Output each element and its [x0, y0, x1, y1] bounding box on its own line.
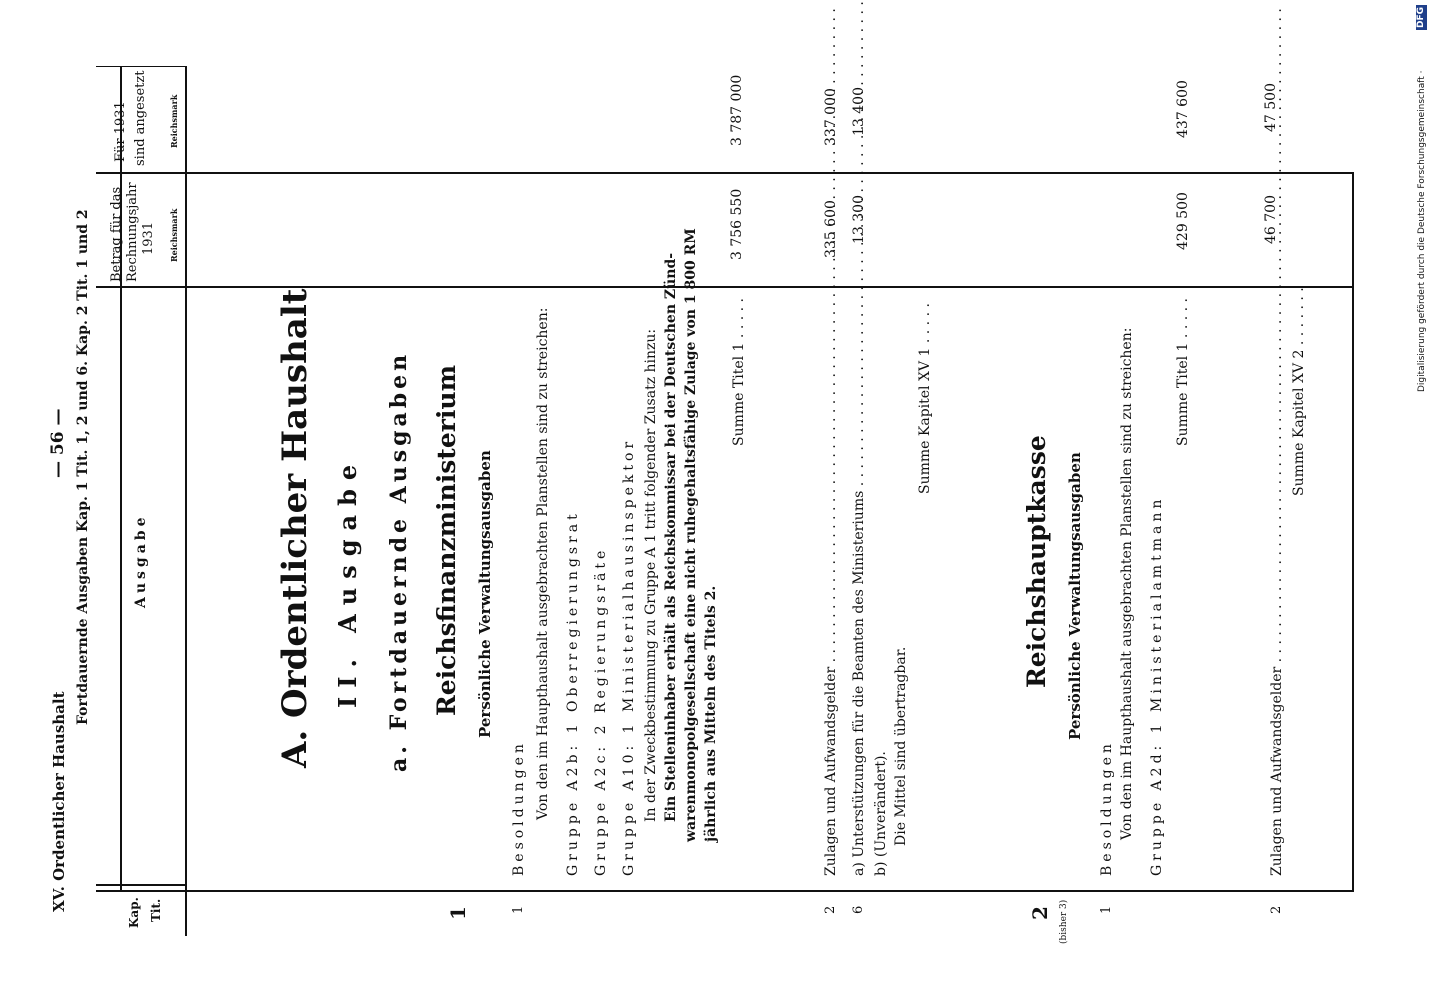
heading-fortdauernde-ausgaben: a. Fortdauernde Ausgaben [386, 350, 412, 772]
col-betrag-header-2: Rechnungsjahr [125, 182, 140, 282]
kap-1-zulagen-betrag: 335 600 [823, 200, 839, 258]
kap-1-summe-titel-1-fuer: 3 787 000 [729, 74, 745, 146]
kap-1-stellen-2: warenmonopolgesellschaft eine nicht ruhegehaltsfähige Zulage von 1 800 RM [683, 228, 699, 842]
kap-1-tit-1: 1 [511, 905, 526, 914]
kap-1-besoldungen: Besoldungen [511, 740, 527, 876]
table-kap-rule [185, 66, 187, 936]
table-betrag-rule [96, 172, 1352, 174]
kap-2-number: 2 [1028, 906, 1052, 920]
heading-reichshauptkasse: Reichshauptkasse [1022, 435, 1051, 688]
zulagen-label: Zulagen und Aufwandsgelder [823, 666, 839, 876]
kap-1-number: 1 [446, 906, 470, 920]
col-fuer-unit: Reichsmark [169, 94, 179, 148]
kap-2-summe-titel-1-fuer: 437 600 [1175, 80, 1191, 138]
col-betrag-header-1: Betrag für das [109, 186, 124, 282]
kap-1-zweckbestimmung: In der Zweckbestimmung zu Gruppe A 1 tritt folgender Zusatz hinzu: [643, 328, 659, 822]
col-tit-header: Tit. [149, 898, 163, 922]
kap-1-stellen-3: jährlich aus Mitteln des Titels 2. [703, 585, 719, 842]
kap-2-zulagen-betrag: 46 700 [1263, 195, 1279, 244]
kap-1-zulagen-fuer: 337 000 [823, 88, 839, 146]
header-line-2: Fortdauernde Ausgaben Kap. 1 Tit. 1, 2 und 6. Kap. 2 Tit. 1 und 2 [75, 209, 91, 725]
unterstuetzungen-label: a) Unterstützungen für die Beamten des Ministeriums [851, 490, 867, 876]
kap-2-besoldungen: Besoldungen [1099, 740, 1115, 876]
col-ausgabe-header: Ausgabe [133, 513, 149, 608]
kap-1-unterstuetzungen-fuer: 13 400 [851, 87, 867, 136]
col-fuer-header-1: Für 1931 [113, 101, 128, 162]
heading-ordentlicher-haushalt: A. Ordentlicher Haushalt [275, 288, 315, 768]
kap-2-tit-2: 2 [1269, 905, 1284, 914]
col-betrag-unit: Reichsmark [169, 208, 179, 262]
kap-2-von-den: Von den im Haupthaushalt ausgebrachten Planstellen sind zu streichen: [1119, 327, 1135, 840]
kap-1-stellen-1: Ein Stelleninhaber erhält als Reichskommissar bei der Deutschen Zünd- [663, 252, 679, 822]
heading-ausgabe: II. Ausgabe [333, 455, 362, 708]
kap-tit-divider [1352, 172, 1354, 892]
col-fuer-header-2: sind angesetzt [133, 70, 148, 166]
kap-1-summe-kapitel: Summe Kapitel XV 1 . . . . . [917, 303, 933, 494]
kap-2-zulagen [1270, 292, 1284, 876]
kap-2-tit-1: 1 [1099, 905, 1114, 914]
kap-2-zulagen-fuer: 47 500 [1263, 83, 1279, 132]
kap-1-summe-titel-1: Summe Titel 1 . . . . . [731, 298, 747, 446]
col-betrag-header-3: 1931 [141, 221, 156, 255]
kap-1-unterstuetzungen-b: b) (Unverändert). [873, 751, 889, 876]
heading-reichsfinanzministerium: Reichsfinanzministerium [432, 364, 461, 716]
header-line-1: XV. Ordentlicher Haushalt [50, 691, 68, 912]
summe-kapitel-2-label: Summe Kapitel XV 2 [1291, 349, 1307, 496]
table-kap-col-rule [96, 890, 1352, 892]
kap-1-gruppe-a2c: Gruppe A2c: 2 Regierungsräte [593, 546, 609, 876]
header-left-rule [96, 884, 186, 886]
kap-1-tit-6: 6 [851, 905, 866, 914]
kap-1-mittel: Die Mittel sind übertragbar. [893, 646, 909, 846]
kap-2-summe-titel-1-betrag: 429 500 [1175, 192, 1191, 250]
summe-titel-1-label-2: Summe Titel 1 [1175, 342, 1191, 446]
page-number: — 56 — [48, 408, 68, 478]
dfg-logo: DFG [1416, 6, 1426, 28]
kap-1-unterstuetzungen-a [852, 292, 866, 876]
kap-2-summe-titel-1: Summe Titel 1 . . . . . [1175, 298, 1191, 446]
header-rule-1 [96, 66, 186, 67]
col-kap-header: Kap. [127, 897, 141, 928]
summe-kapitel-1-label: Summe Kapitel XV 1 [917, 347, 933, 494]
kap-1-von-den: Von den im Haupthaushalt ausgebrachten Planstellen sind zu streichen: [535, 307, 551, 820]
kap-1-gruppe-a10: Gruppe A10: 1 Ministerialhausinspektor [621, 437, 637, 876]
heading-persoenliche-1: Persönliche Verwaltungsausgaben [476, 450, 494, 738]
kap-1-unterstuetzungen-betrag: 13 300 [851, 195, 867, 244]
heading-persoenliche-2: Persönliche Verwaltungsausgaben [1066, 452, 1084, 740]
zulagen-label-2: Zulagen und Aufwandsgelder [1269, 666, 1285, 876]
summe-titel-1-label: Summe Titel 1 [731, 342, 747, 446]
kap-1-zulagen [824, 292, 838, 876]
kap-2-bisher: (bisher 3) [1059, 899, 1069, 944]
dfg-watermark-text: Digitalisierung gefördert durch die Deutsche Forschungsgemeinschaft · [1417, 70, 1427, 392]
kap-1-gruppe-a2b: Gruppe A2b: 1 Oberregierungsrat [565, 510, 581, 876]
kap-2-gruppe-a2d: Gruppe A2d: 1 Ministerialamtmann [1149, 495, 1165, 876]
kap-2-summe-kapitel: Summe Kapitel XV 2 . . . . . . . [1291, 287, 1307, 496]
kap-1-summe-titel-1-betrag: 3 756 550 [729, 188, 745, 260]
kap-1-tit-2: 2 [823, 905, 838, 914]
